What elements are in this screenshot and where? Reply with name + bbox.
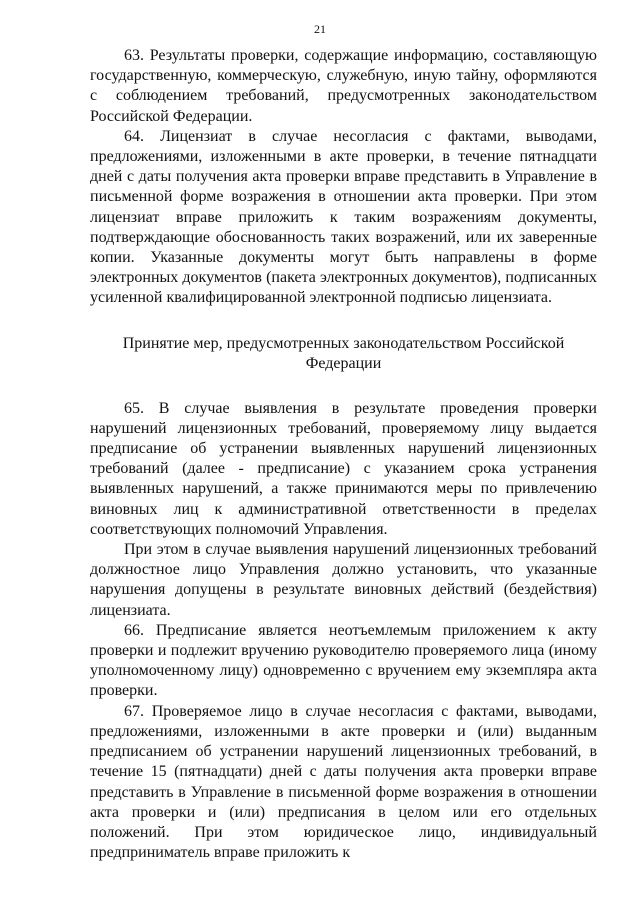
paragraph-63: 63. Результаты проверки, содержащие информацию, составляющую государственную, коммерческую, служебную, иную тайну, оформляются с соблюдением требований, предусмотренных законодательством Российской Федерации. [90,47,597,125]
document-body [90,46,597,863]
paragraph-64: 64. Лицензиат в случае несогласия с фактами, выводами, предложениями, изложенными в акте проверки, в течение пятнадцати дней с даты получения акта проверки вправе представить в Управление в письменной форме возражения в отношении акта проверки. При этом лицензиат вправе приложить к таким возражениям документы, подтверждающие обоснованность таких возражений, или их заверенные копии. Указанные документы могут быть направлены в форме электронных документов (пакета электронных документов), подписанных усиленной квалифицированной электронной подписью лицензиата. [90,127,597,307]
paragraph-67: 67. Проверяемое лицо в случае несогласия с фактами, выводами, предложениями, изложенными в акте проверки и (или) выданным предписанием об устранении нарушений лицензионных требований, в течение 15 (пятнадцати) дней с даты получения акта проверки вправе представить в Управление в письменной форме возражения в отношении акта проверки и (или) предписания в целом или его отдельных положений. При этом юридическое лицо, индивидуальный предприниматель вправе приложить к [90,702,597,862]
page-number: 21 [314,22,326,36]
paragraph-66: 66. Предписание является неотъемлемым приложением к акту проверки и подлежит вручению руководителю проверяемого лица (иному уполномоченному лицу) одновременно с вручением ему экземпляра акта проверки. [90,621,597,700]
paragraph-65: 65. В случае выявления в результате проведения проверки нарушений лицензионных требований, проверяемому лицу выдается предписание об устранении выявленных нарушений лицензионных требований (далее - предписание) с указанием срока устранения выявленных нарушений, а также принимаются меры по привлечению виновных лиц к административной ответственности в пределах соответствующих полномочий Управления. [90,399,597,538]
paragraph-65-continuation: При этом в случае выявления нарушений лицензионных требований должностное лицо Управления должно установить, что указанные нарушения допущены в результате виновных действий (бездействия) лицензиата. [90,541,597,619]
section-heading: Принятие мер, предусмотренных законодательством Российской Федерации [122,334,565,372]
